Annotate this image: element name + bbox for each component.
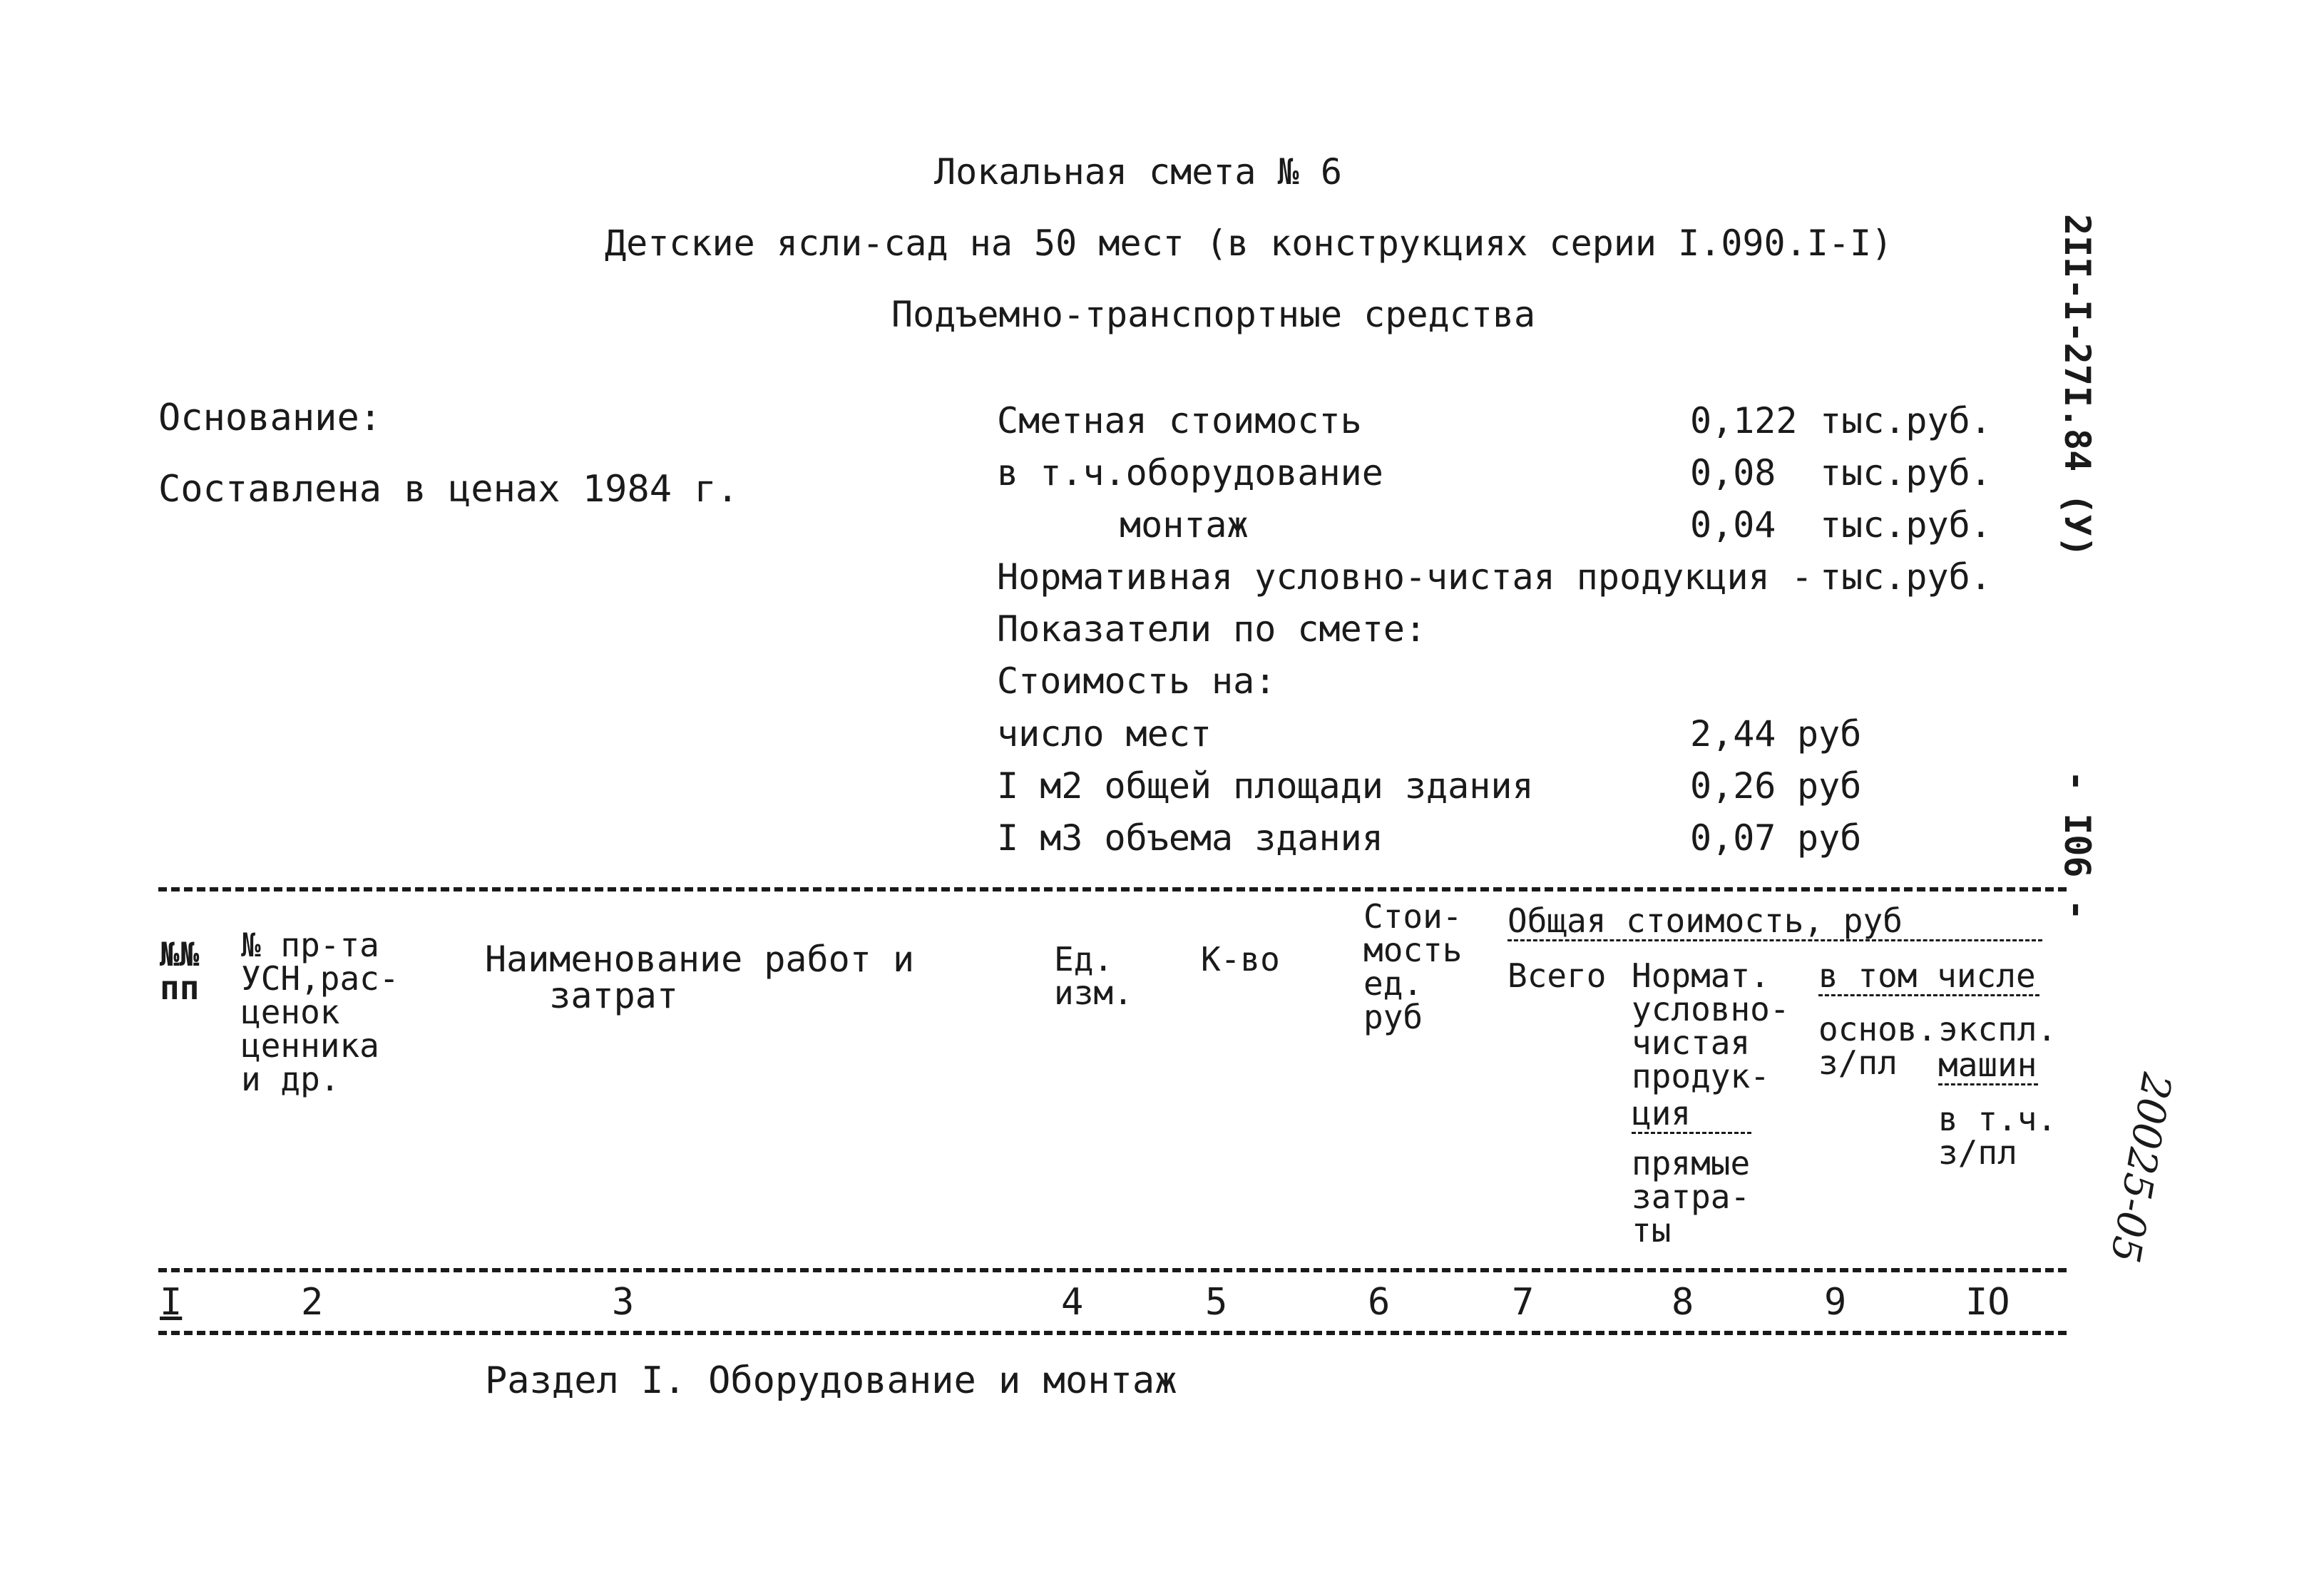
summary-label: Сметная стоимость (997, 400, 1362, 441)
column-number: 3 (612, 1281, 635, 1324)
summary-label: в т.ч.оборудование (997, 452, 1383, 494)
col-wage-header: основ. з/пл (1818, 1010, 1937, 1082)
col-machine-header: экспл. (1938, 1010, 2057, 1048)
column-number: IO (1965, 1281, 2010, 1324)
col-unit-header: Ед. изм. (1054, 940, 1133, 1012)
section-title: Раздел I. Оборудование и монтаж (485, 1359, 1177, 1402)
handwritten-number: 20025-05 (2101, 1069, 2180, 1267)
summary-label: Нормативная условно-чистая продукция - (997, 556, 1813, 598)
col-name-header: Наименование работ и затрат (485, 939, 915, 1016)
including-header: в том числе (1818, 959, 2039, 996)
section-heading: Подъемно-транспортные средства (891, 294, 1536, 335)
column-number: 7 (1512, 1281, 1535, 1324)
document-subtitle: Детские ясли-сад на 50 мест (в конструкциях серии I.090.I-I) (605, 223, 1893, 264)
col-qty-header: К-во (1201, 940, 1280, 978)
total-cost-header: Общая стоимость, руб (1507, 904, 2042, 941)
numbers-bottom-rule (158, 1331, 2067, 1335)
summary-value: 0,08 (1690, 452, 1776, 494)
document-code: 2II-I-27I.84 (У) (2057, 214, 2098, 558)
summary-value: 2,44 (1690, 713, 1776, 755)
summary-unit: тыс.руб. (1820, 400, 1992, 441)
summary-unit: руб (1797, 817, 1862, 859)
header-bottom-rule (158, 1268, 2067, 1272)
col-machine-header-2: машин (1938, 1046, 2037, 1084)
col-code-header: № пр-та УСН,рас- ценок ценника и др. (241, 926, 399, 1098)
col-machine-wage-header: в т.ч. з/пл (1938, 1100, 2057, 1172)
summary-unit: тыс.руб. (1820, 452, 1992, 494)
summary-label: Показатели по смете: (997, 608, 1427, 650)
summary-label: число мест (997, 713, 1212, 755)
col-net-product-tail: ция (1632, 1097, 1751, 1134)
column-number: 5 (1205, 1281, 1228, 1324)
col-net-product-header: Нормат. условно- чистая продук- (1632, 956, 1790, 1095)
summary-label: монтаж (1120, 504, 1249, 546)
summary-label: Стоимость на: (997, 660, 1276, 702)
col-unitcost-header: Стои- мость ед. руб (1363, 897, 1463, 1036)
column-number: 9 (1824, 1281, 1847, 1324)
summary-label: I м2 общей площади здания (997, 765, 1534, 807)
page-number: - I06 - (2057, 770, 2098, 921)
column-number: 6 (1368, 1281, 1391, 1324)
summary-label: I м3 объема здания (997, 817, 1383, 859)
summary-value: 0,04 (1690, 504, 1776, 546)
column-number: 2 (301, 1281, 324, 1324)
price-basis-note: Составлена в ценах 1984 г. (158, 468, 739, 511)
summary-unit: руб (1797, 713, 1862, 755)
column-number: 4 (1061, 1281, 1084, 1324)
document-title: Локальная смета № 6 (934, 151, 1342, 193)
column-number: I (160, 1281, 183, 1324)
summary-unit: руб (1797, 765, 1862, 807)
col-direct-costs-header: прямые затра- ты (1632, 1144, 1751, 1250)
summary-value: 0,122 (1690, 400, 1798, 441)
summary-unit: тыс.руб. (1820, 504, 1992, 546)
col-number-header: №№ пп (160, 935, 200, 1007)
column-number: 8 (1672, 1281, 1694, 1324)
summary-unit: тыс.руб. (1820, 556, 1992, 598)
basis-label: Основание: (158, 397, 382, 439)
col-total-header: Всего (1507, 956, 1607, 995)
summary-value: 0,26 (1690, 765, 1776, 807)
summary-value: 0,07 (1690, 817, 1776, 859)
table-top-rule (158, 887, 2067, 891)
